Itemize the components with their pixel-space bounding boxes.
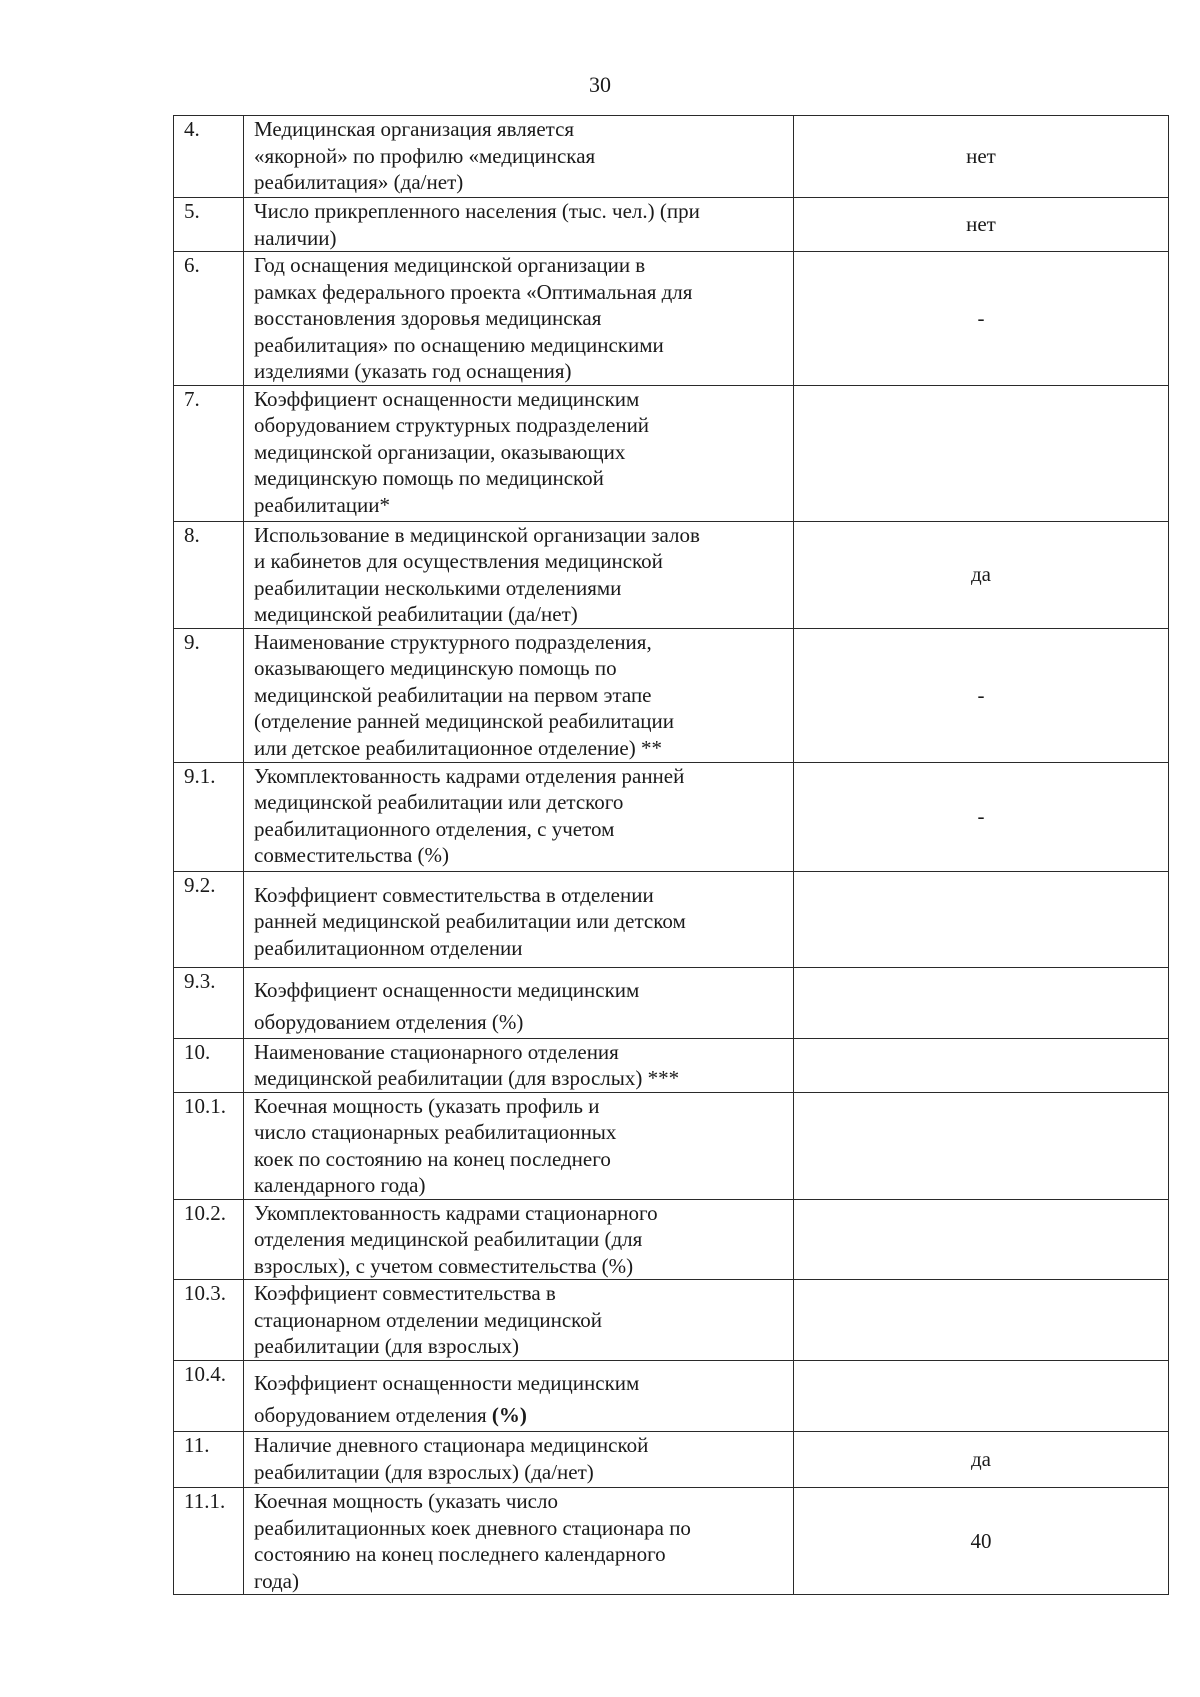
- row-value-cell: [794, 762, 1169, 871]
- row-value: -: [977, 306, 985, 330]
- row-number: 10.2.: [184, 1200, 226, 1225]
- table-row: [174, 1199, 1169, 1280]
- row-value-cell: [794, 116, 1169, 198]
- row-description-cell: [244, 1488, 794, 1595]
- row-number-cell: [174, 1038, 244, 1092]
- table-row: [174, 871, 1169, 967]
- row-number: 9.2.: [184, 872, 216, 897]
- row-description-cell: [244, 967, 794, 1038]
- row-number: 9.: [184, 629, 200, 654]
- row-description: Коэффициент совместительства в отделении ранней медицинской реабилитации или детском реабилитационном отделении: [254, 882, 686, 960]
- row-number-cell: [174, 1361, 244, 1432]
- row-description-cell: [244, 871, 794, 967]
- table-row: [174, 967, 1169, 1038]
- row-number: 6.: [184, 253, 200, 277]
- row-description: Наличие дневного стационара медицинской реабилитации (для взрослых) (да/нет): [254, 1433, 649, 1484]
- row-description-line: Коэффициент оснащенности медицинским: [254, 1371, 640, 1395]
- row-description-cell: [244, 762, 794, 871]
- row-number: 10.: [184, 1039, 211, 1064]
- table-row: [174, 252, 1169, 386]
- row-number-cell: [174, 1280, 244, 1361]
- row-value: -: [977, 682, 985, 707]
- row-value-cell: [794, 628, 1169, 762]
- row-value: нет: [966, 144, 996, 169]
- row-description: Укомплектованность кадрами стационарного отделения медицинской реабилитации (для взрослых), с учетом совместительства (%): [254, 1200, 658, 1278]
- table-row: [174, 521, 1169, 628]
- row-number-cell: [174, 521, 244, 628]
- row-number-cell: [174, 628, 244, 762]
- row-description-cell: [244, 1432, 794, 1488]
- row-number: 10.3.: [184, 1281, 226, 1305]
- row-number: 10.4.: [184, 1362, 226, 1386]
- table-row: [174, 1488, 1169, 1595]
- row-description-cell: [244, 198, 794, 252]
- row-value-cell: [794, 1199, 1169, 1280]
- table-row: [174, 1038, 1169, 1092]
- row-description: Использование в медицинской организации залов и кабинетов для осуществления медицинской реабилитации несколькими отделениями медицинской реабилитации (да/нет): [254, 522, 700, 626]
- row-value-cell: [794, 521, 1169, 628]
- row-value-cell: [794, 252, 1169, 386]
- row-description: Коэффициент оснащенности медицинским оборудованием структурных подразделений медицинской организации, оказывающих медицинскую помощь по медицинской реабилитации*: [254, 386, 650, 517]
- row-number-cell: [174, 1092, 244, 1199]
- row-value: да: [970, 562, 991, 587]
- row-number: 11.: [184, 1433, 210, 1457]
- row-description-cell: [244, 1361, 794, 1432]
- table-row: [174, 1361, 1169, 1432]
- row-description-cell: [244, 628, 794, 762]
- row-number-cell: [174, 762, 244, 871]
- row-number: 7.: [184, 386, 200, 411]
- row-value-cell: [794, 385, 1169, 521]
- row-description: Год оснащения медицинской организации в рамках федерального проекта «Оптимальная для восстановления здоровья медицинская реабилитация» по оснащению медицинскими изделиями (указать год оснащения): [254, 253, 693, 383]
- table-row: [174, 762, 1169, 871]
- row-number-cell: [174, 871, 244, 967]
- row-value: да: [970, 1447, 991, 1472]
- row-description-cell: [244, 1280, 794, 1361]
- row-number-cell: [174, 1432, 244, 1488]
- row-number-cell: [174, 967, 244, 1038]
- page-number: 30: [589, 72, 611, 97]
- row-number: 10.1.: [184, 1093, 226, 1118]
- row-description-cell: [244, 1092, 794, 1199]
- row-number-cell: [174, 198, 244, 252]
- row-value-cell: [794, 198, 1169, 252]
- row-number-cell: [174, 252, 244, 386]
- row-description: Коечная мощность (указать профиль и число стационарных реабилитационных коек по состоянию на конец последнего календарного года): [254, 1093, 617, 1197]
- percent-unit: (%): [491, 1403, 527, 1427]
- row-number: 5.: [184, 199, 200, 223]
- row-number-cell: [174, 1488, 244, 1595]
- row-description: [254, 1361, 783, 1431]
- row-value: 40: [970, 1528, 992, 1553]
- table-row: [174, 116, 1169, 198]
- table-row: [174, 1432, 1169, 1488]
- row-description-cell: [244, 116, 794, 198]
- row-value: -: [977, 804, 985, 829]
- table-row: [174, 1280, 1169, 1361]
- row-number: 4.: [184, 117, 200, 141]
- row-number: 9.3.: [184, 968, 216, 993]
- row-number: 8.: [184, 522, 200, 547]
- row-value: нет: [966, 212, 996, 237]
- table-row: [174, 1092, 1169, 1199]
- row-value-cell: [794, 871, 1169, 967]
- row-description: Наименование стационарного отделения медицинской реабилитации (для взрослых) ***: [254, 1039, 680, 1090]
- row-description: Число прикрепленного населения (тыс. чел.) (при наличии): [254, 199, 700, 250]
- row-value-cell: [794, 1092, 1169, 1199]
- row-value-cell: [794, 1038, 1169, 1092]
- row-description: Укомплектованность кадрами отделения ранней медицинской реабилитации или детского реабилитационного отделения, с учетом совместительства (%): [254, 763, 685, 867]
- row-number: 9.1.: [184, 763, 216, 788]
- row-description-cell: [244, 1199, 794, 1280]
- row-value-cell: [794, 1432, 1169, 1488]
- row-value-cell: [794, 1361, 1169, 1432]
- row-number-cell: [174, 385, 244, 521]
- row-number-cell: [174, 116, 244, 198]
- row-description: Наименование структурного подразделения, оказывающего медицинскую помощь по медицинской реабилитации на первом этапе (отделение ранней медицинской реабилитации или детское реабилитационное отделение) **: [254, 629, 674, 760]
- row-description-cell: [244, 252, 794, 386]
- row-number: 11.1.: [184, 1489, 226, 1513]
- row-description-cell: [244, 1038, 794, 1092]
- row-number-cell: [174, 1199, 244, 1280]
- row-description-cell: [244, 385, 794, 521]
- row-description: Коечная мощность (указать число реабилитационных коек дневного стационара по состоянию на конец последнего календарного года): [254, 1489, 691, 1593]
- row-value-cell: [794, 1488, 1169, 1595]
- row-value-cell: [794, 1280, 1169, 1361]
- table-row: [174, 628, 1169, 762]
- row-description: Коэффициент совместительства в стационарном отделении медицинской реабилитации (для взрослых): [254, 1281, 603, 1358]
- row-description: Медицинская организация является «якорной» по профилю «медицинская реабилитация» (да/нет): [254, 117, 596, 194]
- indicator-table: [173, 115, 1169, 1595]
- row-description-line: оборудованием отделения: [254, 1403, 492, 1427]
- row-description-cell: [244, 521, 794, 628]
- row-description: Коэффициент оснащенности медицинским оборудованием отделения (%): [254, 977, 640, 1034]
- row-value-cell: [794, 967, 1169, 1038]
- table-row: [174, 198, 1169, 252]
- table-row: [174, 385, 1169, 521]
